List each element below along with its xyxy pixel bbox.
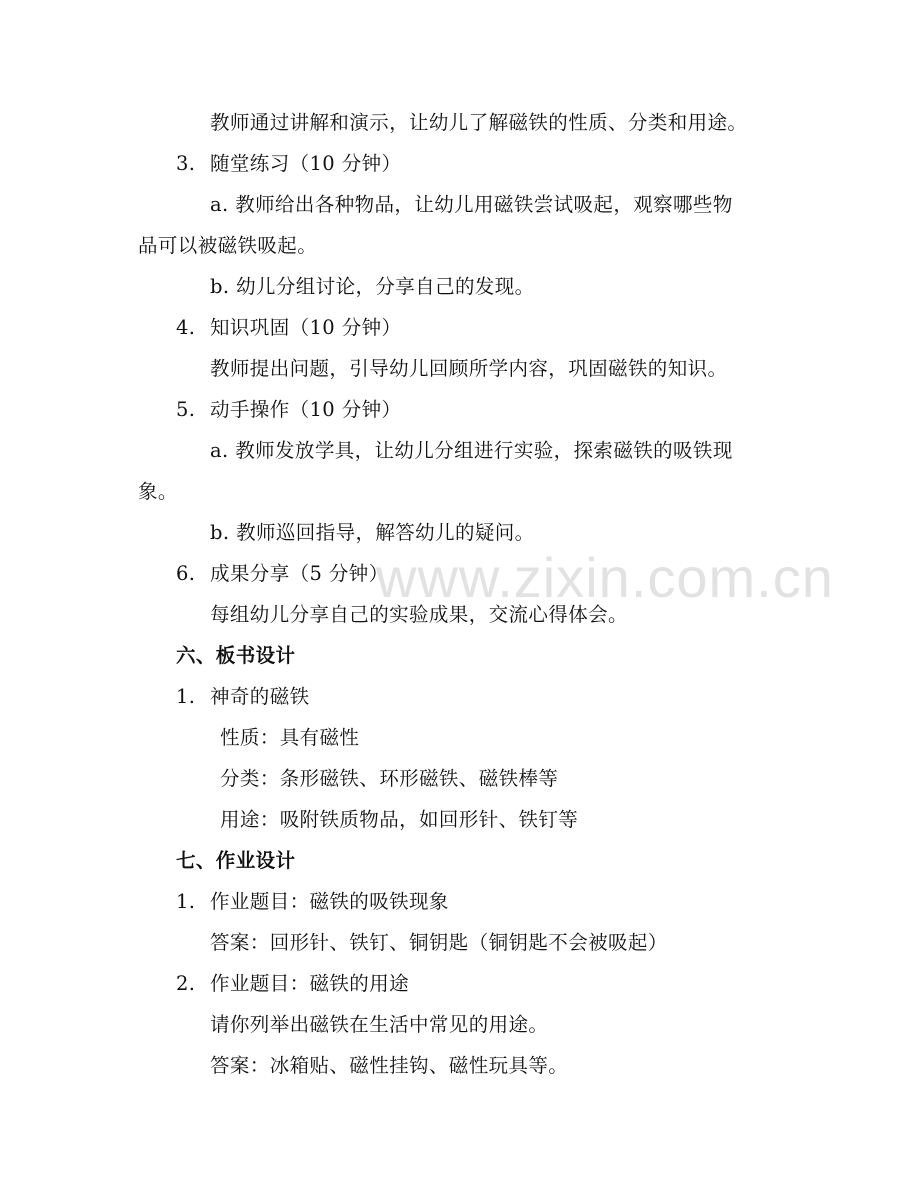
homework-2-question: 请你列举出磁铁在生活中常见的用途。 xyxy=(210,1013,549,1036)
step-3-a-line2: 品可以被磁铁吸起。 xyxy=(138,234,318,257)
homework-2-number: 2. xyxy=(176,972,196,995)
step-6-text: 每组幼儿分享自己的实验成果，交流心得体会。 xyxy=(210,603,628,626)
step-5-number: 5. xyxy=(176,398,196,421)
step-4-number: 4. xyxy=(176,316,196,339)
section-7-heading: 七、作业设计 xyxy=(176,849,296,872)
homework-2-answer: 答案：冰箱贴、磁性挂钩、磁性玩具等。 xyxy=(210,1054,569,1077)
homework-1-line xyxy=(176,889,449,915)
step-5-title: 动手操作（10 分钟） xyxy=(210,398,402,421)
step-5-b: b. 教师巡回指导，解答幼儿的疑问。 xyxy=(210,521,535,544)
step-6-number: 6. xyxy=(176,562,196,585)
step-6-title: 成果分享（5 分钟） xyxy=(210,562,389,585)
step-5-a-line2: 象。 xyxy=(138,480,178,503)
board-property: 性质：具有磁性 xyxy=(220,726,360,749)
step-3-b: b. 幼儿分组讨论，分享自己的发现。 xyxy=(210,275,535,298)
watermark: www.zixin.com.cn xyxy=(376,546,834,609)
step-3-title: 随堂练习（10 分钟） xyxy=(210,152,402,175)
step-4-title: 知识巩固（10 分钟） xyxy=(210,316,402,339)
homework-1-number: 1. xyxy=(176,890,196,913)
step-3-number: 3. xyxy=(176,152,196,175)
step-4-title-line xyxy=(176,315,401,341)
homework-1-answer: 答案：回形针、铁钉、铜钥匙（铜钥匙不会被吸起） xyxy=(210,931,668,954)
board-item-1-number: 1. xyxy=(176,685,196,708)
board-usage: 用途：吸附铁质物品，如回形针、铁钉等 xyxy=(220,808,579,831)
board-item-1-line xyxy=(176,684,310,710)
intro-paragraph: 教师通过讲解和演示，让幼儿了解磁铁的性质、分类和用途。 xyxy=(210,111,748,134)
board-item-1-title: 神奇的磁铁 xyxy=(210,685,310,708)
board-classification: 分类：条形磁铁、环形磁铁、磁铁棒等 xyxy=(220,767,559,790)
step-4-text: 教师提出问题，引导幼儿回顾所学内容，巩固磁铁的知识。 xyxy=(210,357,728,380)
homework-2-line xyxy=(176,971,409,997)
step-6-title-line xyxy=(176,561,389,587)
step-3-a-line1: a. 教师给出各种物品，让幼儿用磁铁尝试吸起，观察哪些物 xyxy=(210,193,733,216)
homework-1-title: 作业题目：磁铁的吸铁现象 xyxy=(210,890,449,913)
step-3-title-line xyxy=(176,151,401,177)
step-5-a-line1: a. 教师发放学具，让幼儿分组进行实验，探索磁铁的吸铁现 xyxy=(210,439,733,462)
section-6-heading: 六、板书设计 xyxy=(176,644,296,667)
homework-2-title: 作业题目：磁铁的用途 xyxy=(210,972,410,995)
step-5-title-line xyxy=(176,397,401,423)
